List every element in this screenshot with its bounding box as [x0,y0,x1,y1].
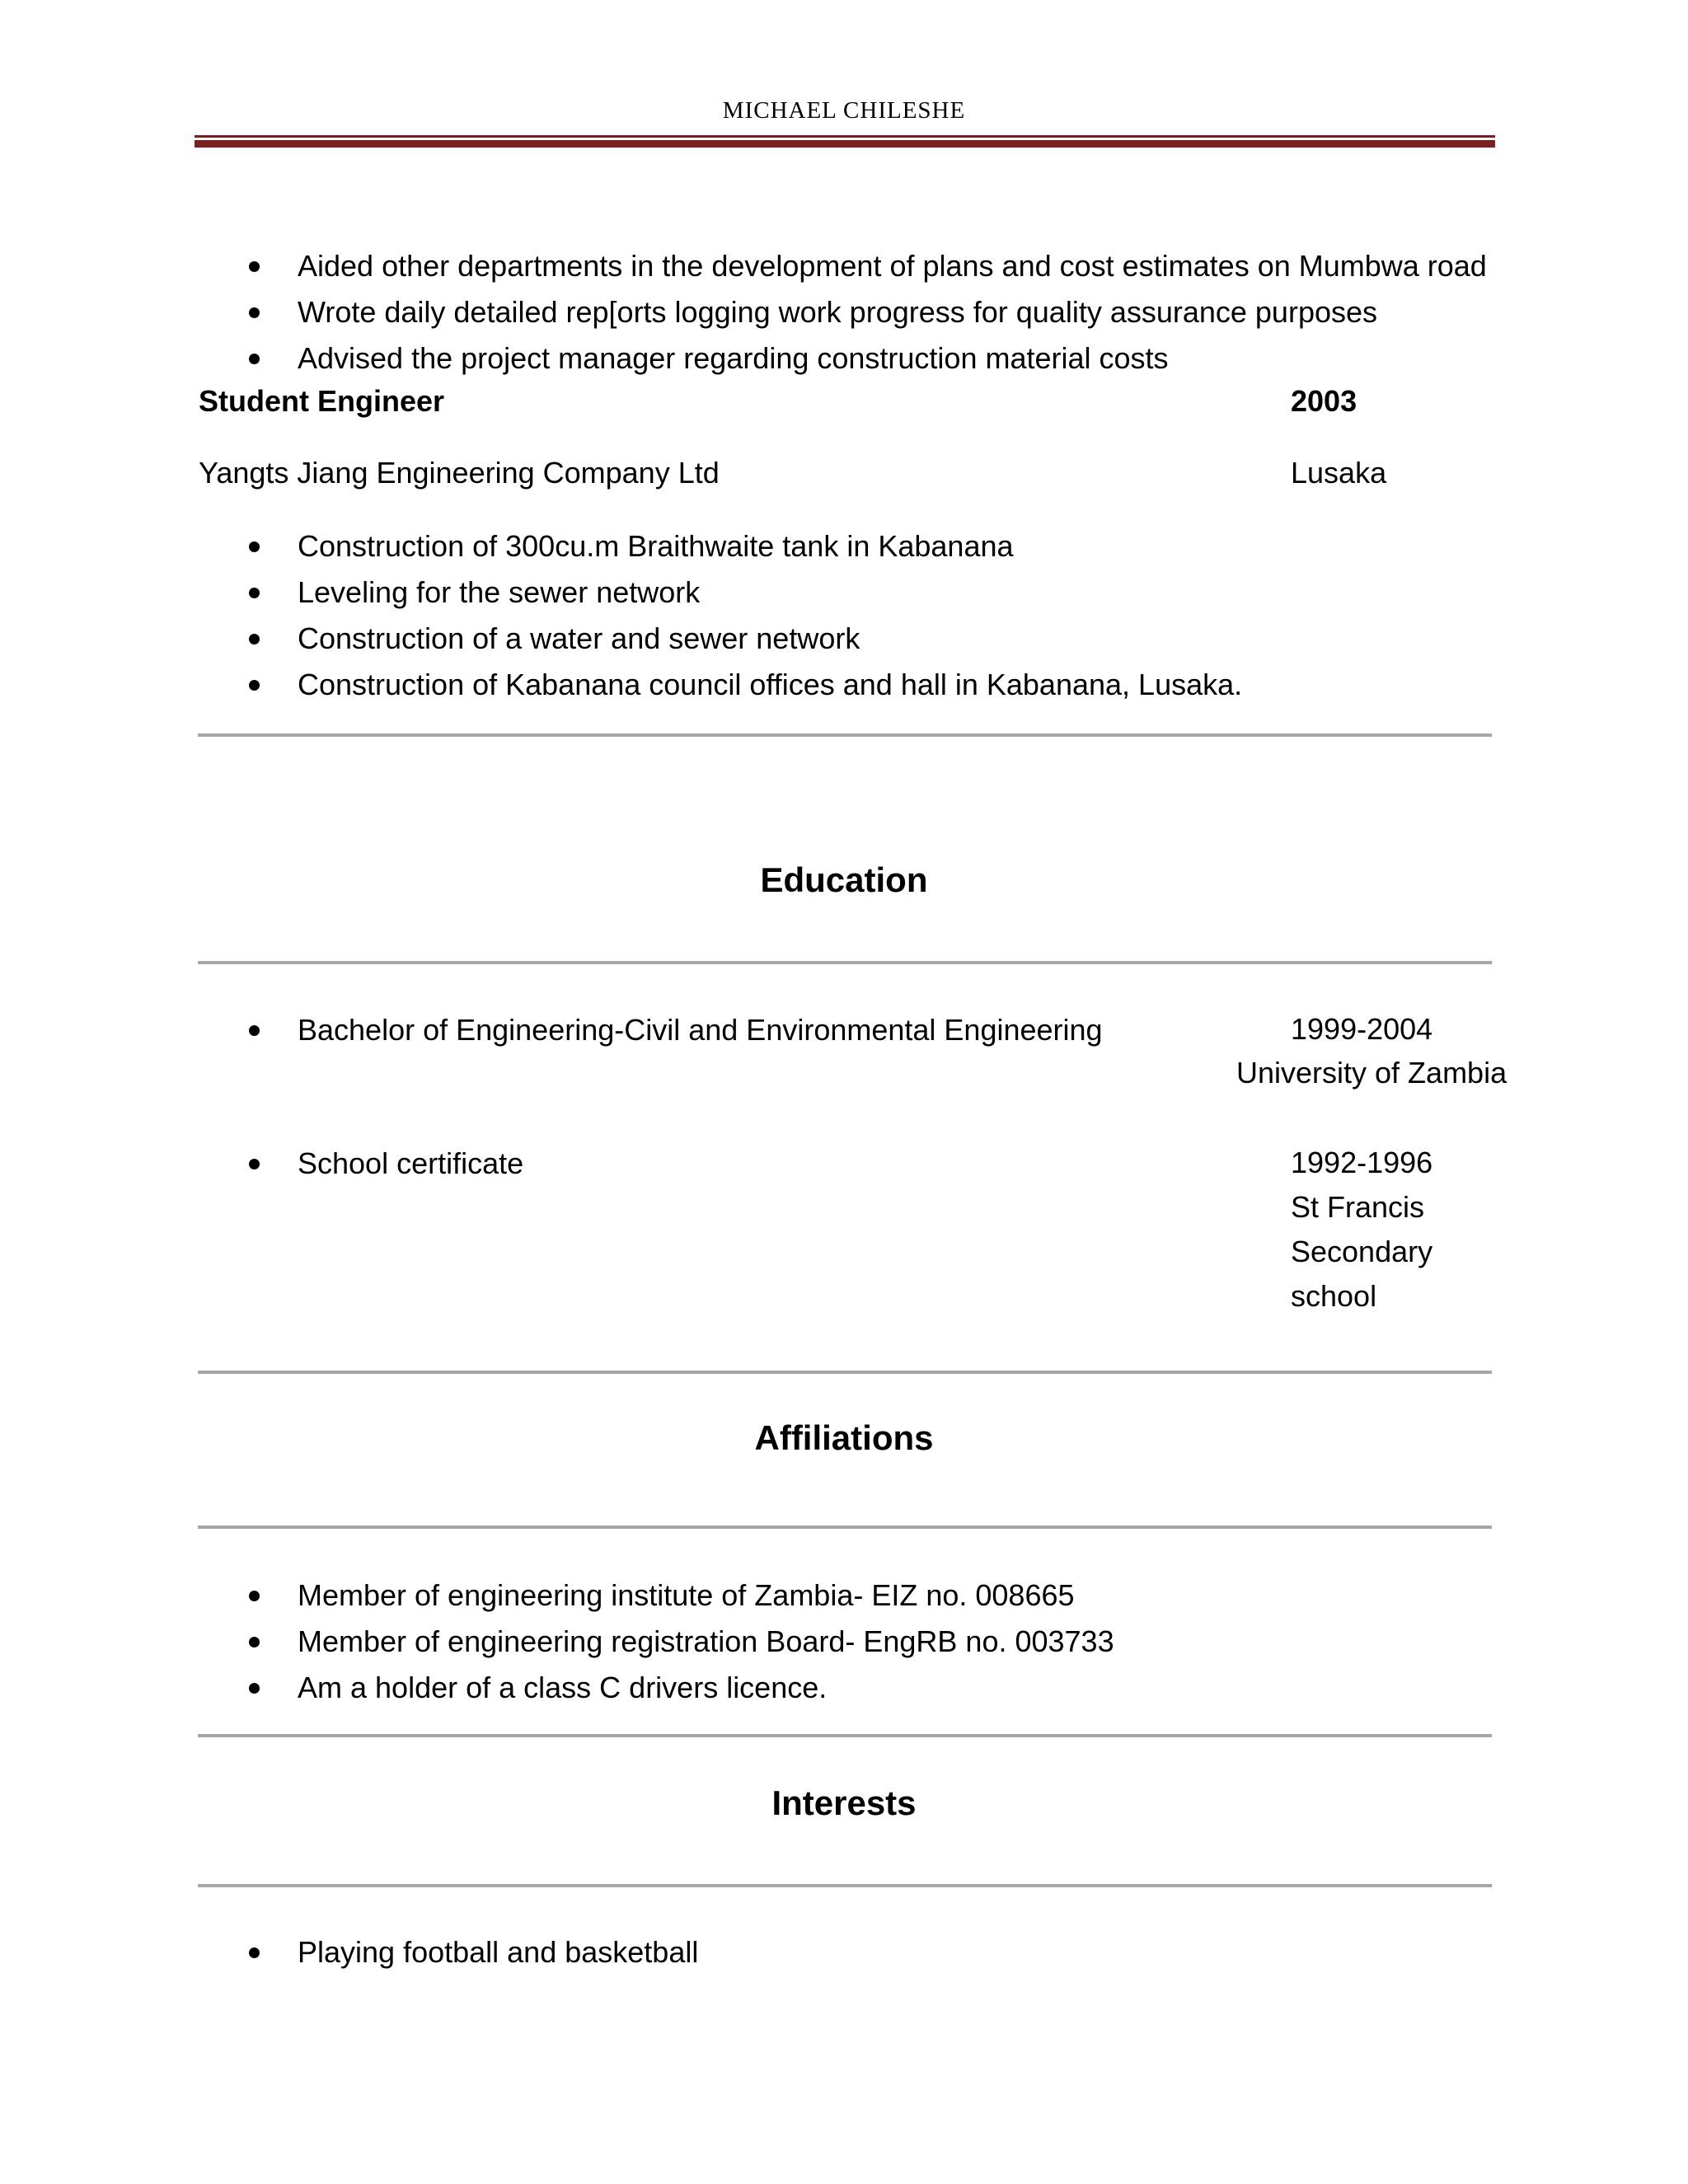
bullet-icon [249,261,260,272]
bullet-icon [249,1591,260,1601]
bullet-icon [249,1637,260,1647]
education-years: 1992-1996 [1291,1146,1433,1179]
header-divider-thick [195,140,1495,148]
education-institution-line: Secondary [1291,1235,1433,1268]
section-divider [198,1734,1492,1737]
bullet-icon [249,541,260,552]
bullet-icon [249,588,260,598]
bullet-icon [249,1159,260,1169]
bullet-icon [249,307,260,318]
section-divider [198,1884,1492,1887]
bullet-icon [249,1683,260,1694]
education-institution-line: St Francis [1291,1190,1425,1224]
section-title-interests: Interests [771,1783,917,1822]
section-divider [198,1526,1492,1529]
company-name: Yangts Jiang Engineering Company Ltd [199,456,720,490]
job-year: 2003 [1291,384,1357,418]
bullet-icon [249,354,260,364]
section-divider [198,961,1492,964]
section-title-education: Education [760,860,928,899]
section-divider [198,733,1492,737]
resume-owner-name: MICHAEL CHILESHE [722,97,966,124]
bullet-icon [249,1947,260,1958]
header-divider-thin [195,135,1495,138]
job-title: Student Engineer [199,384,445,418]
section-title-affiliations: Affiliations [754,1418,934,1457]
bullet-icon [249,680,260,691]
bullet-icon [249,1025,260,1036]
section-divider [198,1371,1492,1374]
education-institution-line: school [1291,1279,1377,1313]
job-location: Lusaka [1291,456,1387,490]
education-years: 1999-2004 [1291,1012,1433,1046]
bullet-icon [249,634,260,644]
education-institution: University of Zambia [1236,1056,1507,1090]
